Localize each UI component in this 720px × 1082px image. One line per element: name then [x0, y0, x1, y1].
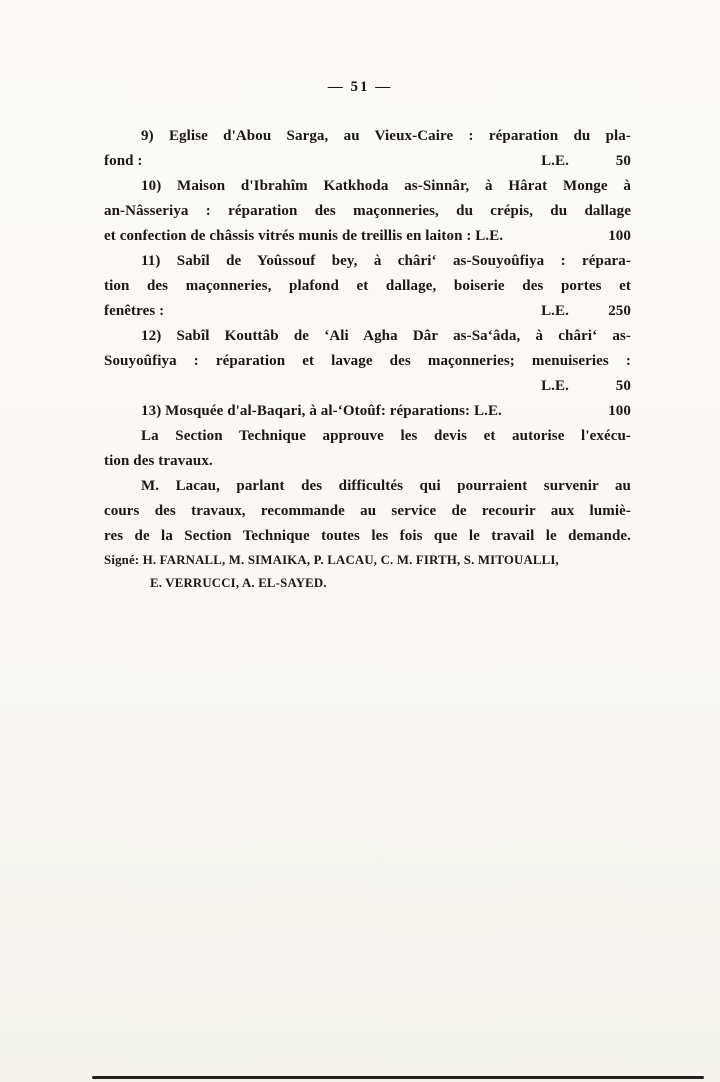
text-line	[104, 149, 631, 174]
text-line	[104, 299, 631, 324]
line-text: 13) Mosquée d'al-Baqari, à al-‘Otoûf: réparations: L.E.	[141, 403, 502, 419]
line-text: fenêtres :	[104, 303, 165, 319]
amount-value: 250	[608, 303, 631, 319]
text-line: res de la Section Technique toutes les fois que le travail le demande.	[104, 528, 631, 544]
amount-group	[597, 399, 631, 424]
amount-value: 50	[615, 153, 631, 169]
amount-value: 50	[615, 378, 631, 394]
amount-group	[541, 374, 631, 399]
text-line: tion des travaux.	[104, 453, 213, 469]
text-line: 11) Sabîl de Yoûssouf bey, à châri‘ as-Souyoûfiya : répara-	[141, 253, 631, 269]
line-text: et confection de châssis vitrés munis de treillis en laiton : L.E.	[104, 228, 504, 244]
page-number: — 51 —	[327, 79, 393, 95]
signature-line: Signé: H. FARNALL, M. SIMAIKA, P. LACAU, C. M. FIRTH, S. MITOUALLI,	[104, 553, 559, 567]
text-line: 10) Maison d'Ibrahîm Katkhoda as-Sinnâr, à Hârat Monge à	[141, 178, 631, 194]
text-line	[104, 224, 631, 249]
text-line	[104, 399, 631, 424]
amount-group	[541, 299, 631, 324]
text-line: Souyoûfiya : réparation et lavage des maçonneries; menuiseries :	[104, 353, 631, 369]
text-line: La Section Technique approuve les devis et autorise l'exécu-	[141, 428, 631, 444]
amount-value: 100	[608, 228, 631, 244]
currency-label: L.E.	[541, 153, 569, 169]
text-line: 9) Eglise d'Abou Sarga, au Vieux-Caire : réparation du pla-	[141, 128, 631, 144]
currency-label: L.E.	[541, 303, 569, 319]
amount-value: 100	[608, 403, 631, 419]
currency-label: L.E.	[541, 378, 569, 394]
text-line: tion des maçonneries, plafond et dallage, boiserie des portes et	[104, 278, 631, 294]
text-line: 12) Sabîl Kouttâb de ‘Ali Agha Dâr as-Sa‘âda, à châri‘ as-	[141, 328, 631, 344]
line-text: fond :	[104, 153, 143, 169]
amount-group	[597, 224, 631, 249]
text-line: an-Nâsseriya : réparation des maçonneries, du crépis, du dallage	[104, 203, 631, 219]
amount-group	[541, 149, 631, 174]
text-line: cours des travaux, recommande au service de recourir aux lumiè-	[104, 503, 631, 519]
text-block	[104, 124, 631, 595]
signature-line: E. VERRUCCI, A. EL-SAYED.	[150, 576, 327, 590]
text-line	[104, 374, 631, 399]
scan-edge-artifact	[92, 1076, 704, 1079]
text-line: M. Lacau, parlant des difficultés qui pourraient survenir au	[141, 478, 631, 494]
